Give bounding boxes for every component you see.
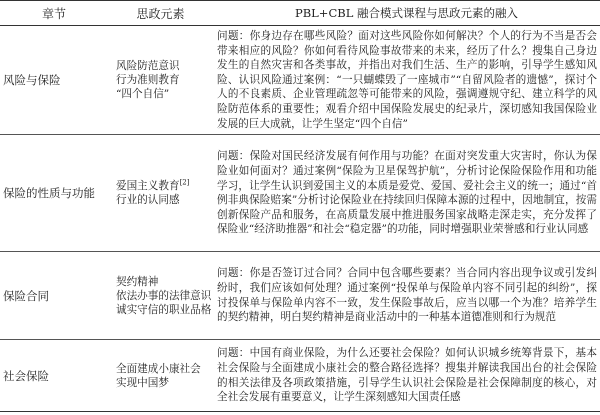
table-row: [0, 26, 600, 135]
table-row: [0, 135, 600, 252]
element-item: [116, 179, 213, 193]
element-item: 实现中国梦: [116, 376, 169, 389]
fusion-cell: 问题：你是否签订过合同？合同中包含哪些要素？当合同内容出现争议或引发纠纷时，我们应该如何处理？通过案例“投保单与保险单内容不同引起的纠纷”，探讨投保单与保险单内容不一致，发生保险事故后，应当以哪一个为准？培养学生的契约精神，明白契约精神是商业活动中的一种基本道德准则和行为规范: [213, 252, 600, 340]
element-item: 风险防范意识: [116, 60, 180, 73]
header-fusion: PBL+CBL 融合模式课程与思政元素的融入: [213, 1, 600, 26]
element-item: 依法办事的法律意识: [116, 289, 212, 302]
chapter-cell: 保险合同: [0, 252, 108, 340]
header-elements: 思政元素: [108, 1, 213, 26]
element-item: 全面建成小康社会: [116, 362, 201, 375]
header-chapter: 章节: [0, 1, 108, 26]
elements-cell: [108, 340, 213, 412]
elements-cell: [108, 252, 213, 340]
element-item: 行业的认同感: [116, 194, 180, 207]
elements-cell: [108, 26, 213, 135]
table-header-row: [0, 1, 600, 26]
element-item: 契约精神: [116, 275, 159, 288]
element-item: “四个自信”: [116, 88, 170, 101]
table-row: [0, 340, 600, 412]
table-row: [0, 252, 600, 340]
chapter-cell: 风险与保险: [0, 26, 108, 135]
chapter-cell: 社会保险: [0, 340, 108, 412]
fusion-cell: 问题：中国有商业保险，为什么还要社会保险？如何认识城乡统筹背景下，基本社会保险与全面建成小康社会的整合路径选择？搜集并解读我国出台的社会保险的相关法律及各项政策措施，引导学生认识社会保险是社会保障制度的核心，对全社会发展有重要意义，让学生深刻感知大国责任感: [213, 340, 600, 412]
fusion-cell: 问题：保险对国民经济发展有何作用与功能？在面对突发重大灾害时，你认为保险业如何面对？通过案例“保险为卫星保驾护航”，分析讨论保险保险作用和功能学习，让学生认识到爱国主义的本质是爱党、爱国、爱社会主义的统一；通过“首例非典保险赔案”分析讨论保险业在持续回归保障本源的过程中，因地制宜，按需创新保险产品和服务，在高质量发展中推进服务国家战略走深走实，充分发挥了保险业“经济助推器”和社会“稳定器”的功能，同时增强职业荣誉感和行业认同感: [213, 135, 600, 252]
element-item: 行为准则教育: [116, 74, 180, 87]
chapter-cell: 保险的性质与功能: [0, 135, 108, 252]
element-item: 诚实守信的职业品格: [116, 303, 212, 316]
fusion-cell: 问题：你身边存在哪些风险？面对这些风险你如何解决？个人的行为不当是否会带来相应的风险？你如何看待风险事故带来的未来，经历了什么？搜集自己身边发生的自然灾害和各类事故，并指出对我们生活、生产的影响，引导学生感知风险、认识风险通过案例：“一只蝴蝶毁了一座城市”“自留风险者的遗憾”，探讨个人的不良素质、企业管理疏忽等可能带来的风险，强调遵规守纪、建立科学的风险防范体系的重要性；观看介绍中国保险发展史的纪录片，深切感知我国保险业发展的巨大成就，让学生坚定“四个自信”: [213, 26, 600, 135]
citation-ref: [2]: [179, 178, 190, 187]
element-text: 爱国主义教育: [116, 180, 180, 193]
elements-cell: [108, 135, 213, 252]
